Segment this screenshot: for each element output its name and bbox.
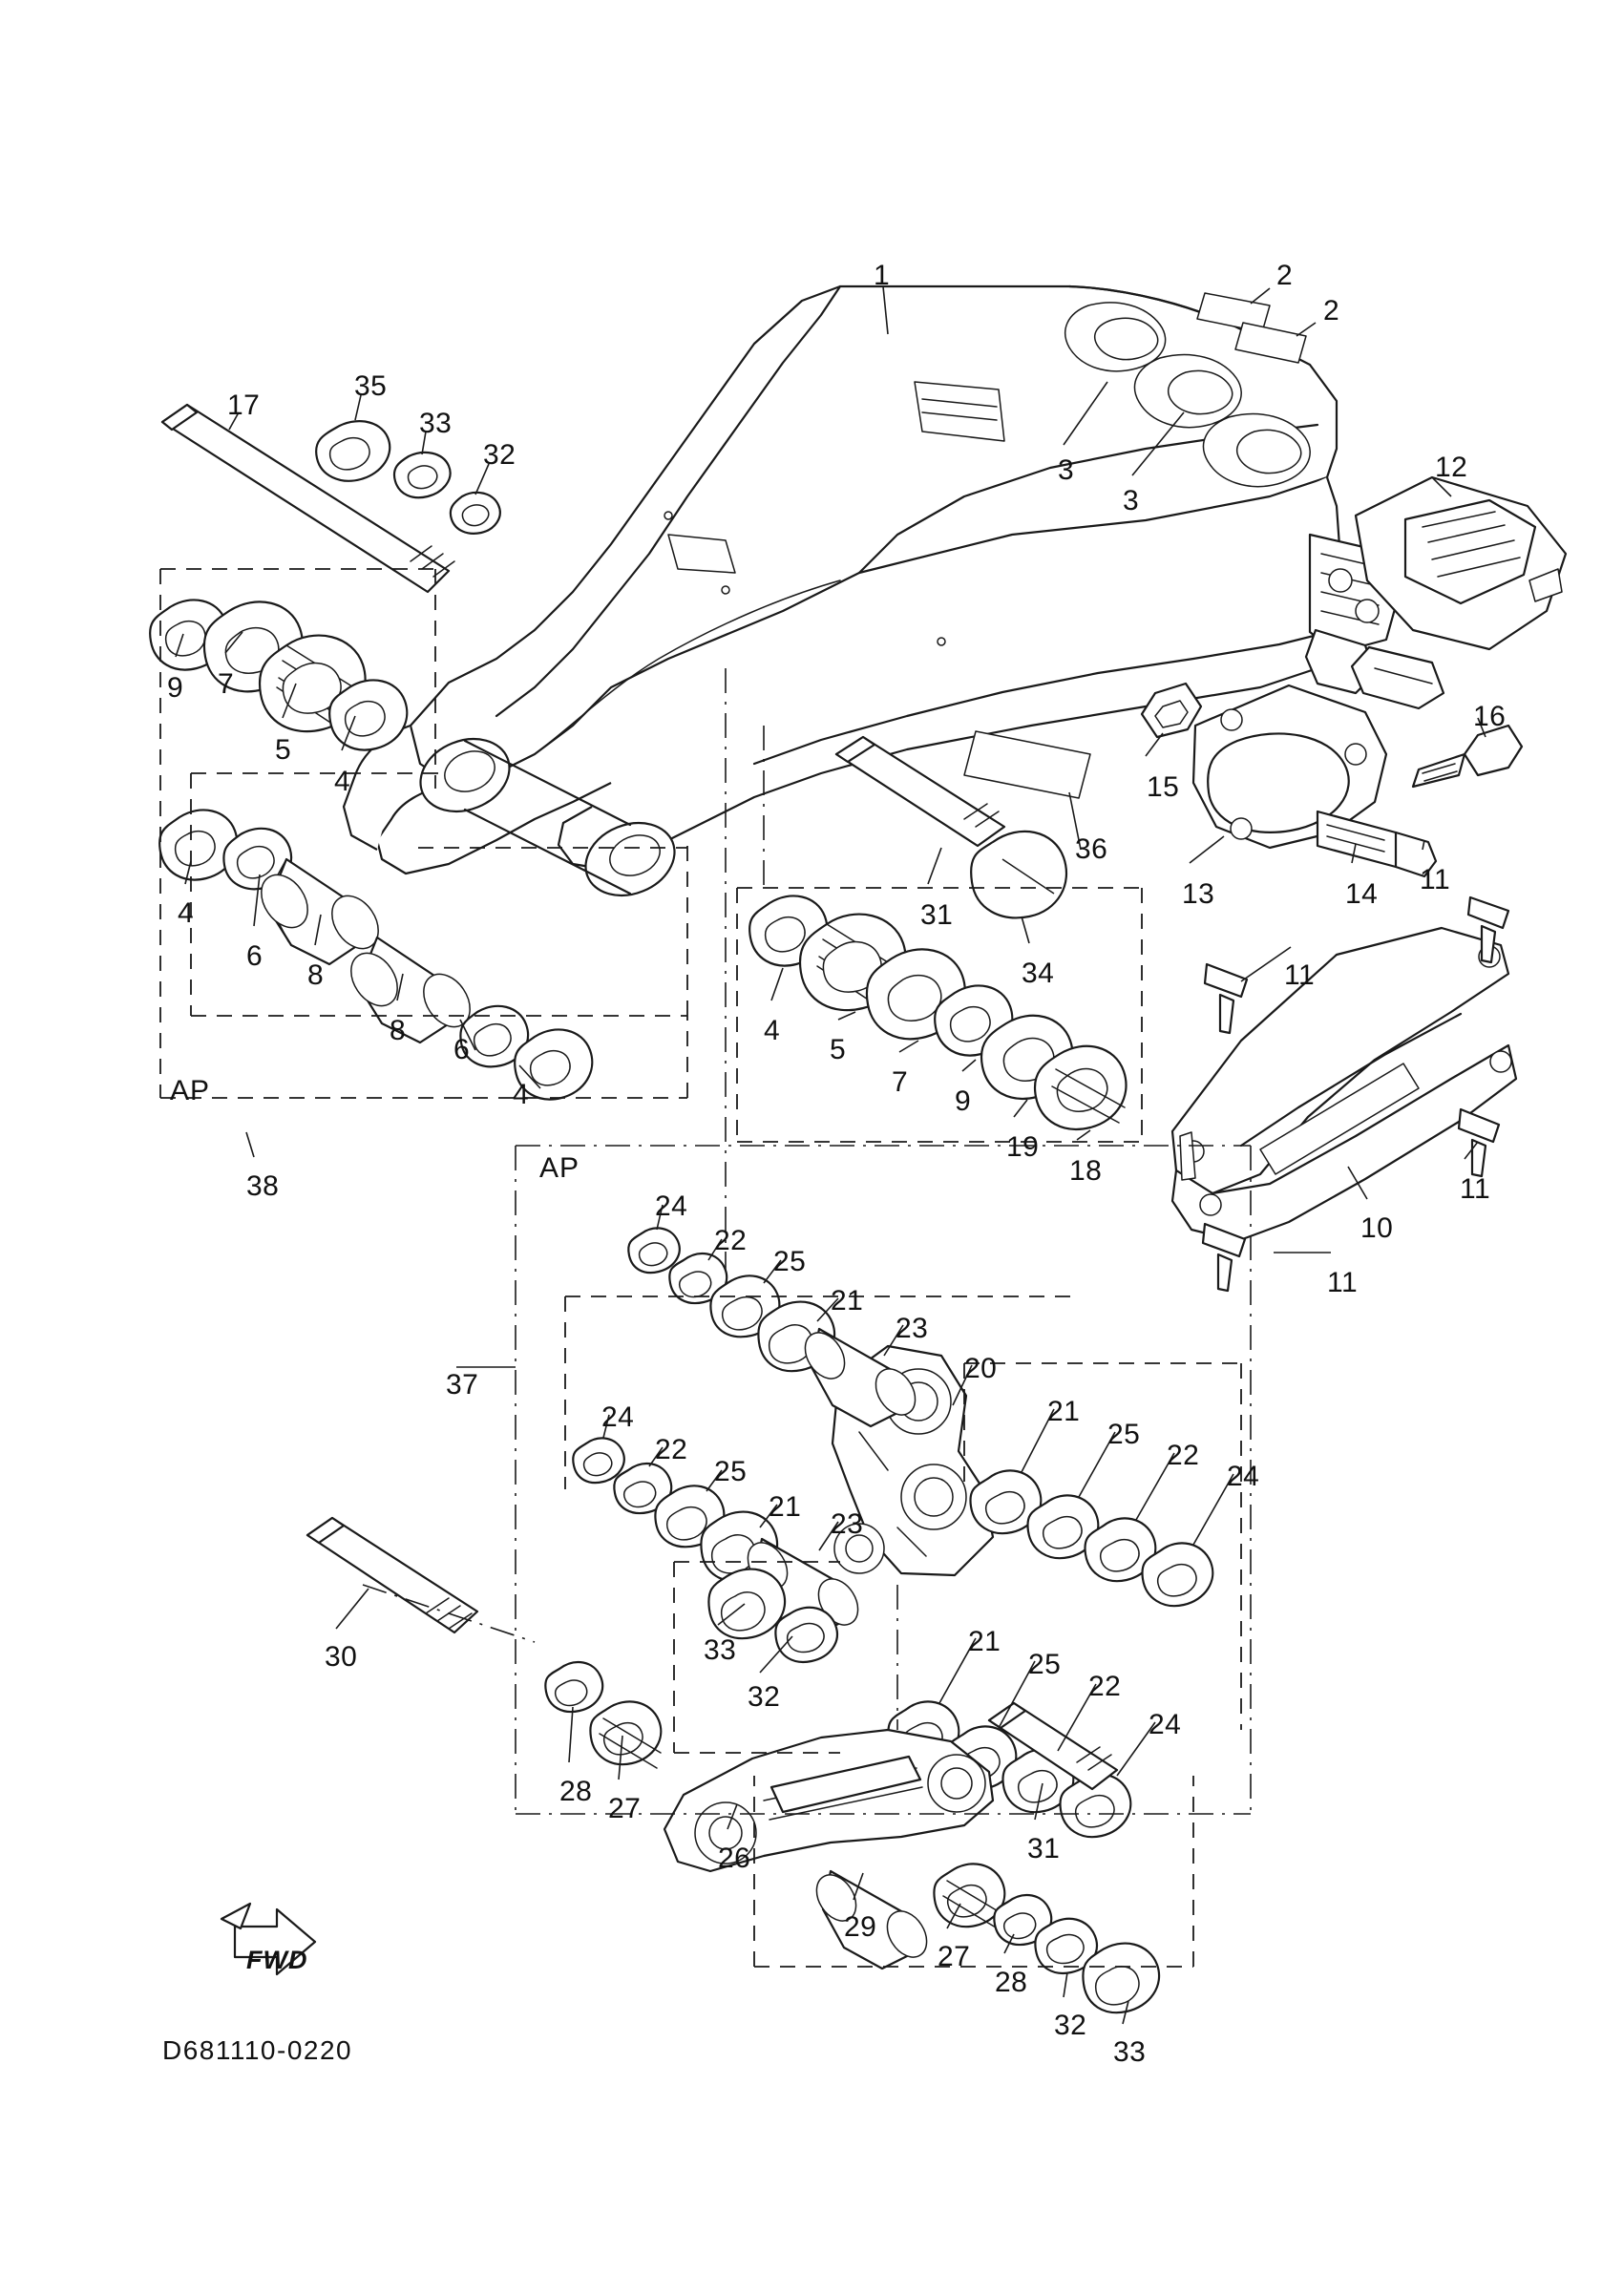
callout-number: 28 <box>995 1967 1028 1998</box>
callout-number: 38 <box>246 1170 280 1202</box>
group-label-ap: AP <box>539 1152 580 1184</box>
callout-number: 12 <box>1435 452 1468 483</box>
callout-number: 11 <box>1284 959 1316 991</box>
callout-number: 4 <box>513 1079 530 1110</box>
diagram-code: D681110-0220 <box>162 2035 353 2065</box>
callout-number: 11 <box>1327 1267 1359 1298</box>
callout-number: 11 <box>1460 1173 1491 1205</box>
callout-number: 34 <box>1022 958 1055 989</box>
callout-number: 23 <box>896 1313 929 1344</box>
callout-number: 21 <box>968 1626 1001 1657</box>
group-label-ap: AP <box>170 1075 211 1106</box>
callout-number: 5 <box>275 734 292 766</box>
callout-number: 21 <box>1047 1396 1081 1427</box>
callout-number: 37 <box>446 1369 479 1401</box>
callout-number: 6 <box>246 940 263 972</box>
callout-number: 6 <box>453 1034 471 1065</box>
callout-number: 27 <box>938 1941 971 1972</box>
callout-number: 3 <box>1123 485 1140 516</box>
callout-number: 14 <box>1345 878 1379 910</box>
parts-27-28-32-33-lower-right <box>934 1864 1159 2012</box>
relay-arm-bearings-right-upper <box>970 1470 1212 1606</box>
callout-number: 22 <box>655 1434 688 1465</box>
callout-number: 27 <box>608 1793 642 1824</box>
part-26-connecting-rod <box>664 1730 993 1871</box>
callout-number: 25 <box>773 1246 807 1277</box>
callout-number: 11 <box>1420 864 1451 895</box>
callout-number: 29 <box>844 1911 877 1943</box>
callout-number: 2 <box>1323 295 1340 326</box>
callout-number: 9 <box>167 672 184 704</box>
callout-number: 10 <box>1360 1212 1394 1244</box>
callout-number: 9 <box>955 1085 972 1117</box>
callout-number: 36 <box>1075 833 1108 865</box>
callout-number: 22 <box>1088 1671 1122 1702</box>
callout-number: 26 <box>718 1843 751 1874</box>
callout-number: 4 <box>764 1015 781 1046</box>
left-bearing-row <box>150 600 407 749</box>
callout-number: 24 <box>1227 1461 1260 1492</box>
callout-number: 15 <box>1147 771 1180 803</box>
callout-number: 28 <box>559 1776 593 1807</box>
callout-number: 32 <box>483 439 516 471</box>
part-17-pivot-shaft <box>162 405 454 592</box>
part-31-bolt-upper <box>836 731 1090 917</box>
part-30-bolt <box>307 1518 477 1632</box>
callout-number: 32 <box>748 1681 781 1713</box>
callout-number: 22 <box>1167 1440 1200 1471</box>
callout-number: 17 <box>227 390 261 421</box>
callout-number: 33 <box>419 408 453 439</box>
callout-number: 21 <box>831 1285 864 1317</box>
callout-number: 25 <box>714 1456 748 1487</box>
left-collar-group <box>159 810 592 1099</box>
callout-number: 7 <box>218 668 235 700</box>
parts-27-28-lower-left <box>545 1662 661 1768</box>
callout-number: 1 <box>874 260 891 291</box>
callout-number: 18 <box>1069 1155 1103 1187</box>
callout-number: 8 <box>307 959 325 991</box>
callout-number: 31 <box>920 899 954 931</box>
callout-number: 4 <box>334 766 351 797</box>
callout-number: 24 <box>601 1401 635 1433</box>
callout-number: 20 <box>964 1353 998 1384</box>
callout-number: 25 <box>1107 1419 1141 1450</box>
callout-number: 5 <box>830 1034 847 1065</box>
callout-number: 3 <box>1058 454 1075 486</box>
callout-number: 35 <box>354 370 388 402</box>
callout-number: 22 <box>714 1225 748 1256</box>
callout-number: 32 <box>1054 2010 1087 2041</box>
callout-number: 13 <box>1182 878 1215 910</box>
callout-number: 7 <box>892 1066 909 1098</box>
callout-number: 31 <box>1027 1833 1061 1864</box>
callout-number: 24 <box>655 1190 688 1222</box>
fwd-label: FWD <box>246 1946 308 1974</box>
callout-number: 25 <box>1028 1649 1062 1680</box>
callout-number: 2 <box>1276 260 1294 291</box>
callout-number: 24 <box>1149 1709 1182 1740</box>
callout-number: 8 <box>390 1015 407 1046</box>
callout-number: 30 <box>325 1641 358 1673</box>
callout-number: 16 <box>1473 701 1507 732</box>
callout-number: 33 <box>1113 2036 1147 2068</box>
callout-number: 4 <box>178 897 195 929</box>
callout-number: 19 <box>1006 1131 1040 1163</box>
callout-number: 23 <box>831 1508 864 1540</box>
callout-number: 33 <box>704 1634 737 1666</box>
callout-number: 21 <box>769 1491 802 1523</box>
